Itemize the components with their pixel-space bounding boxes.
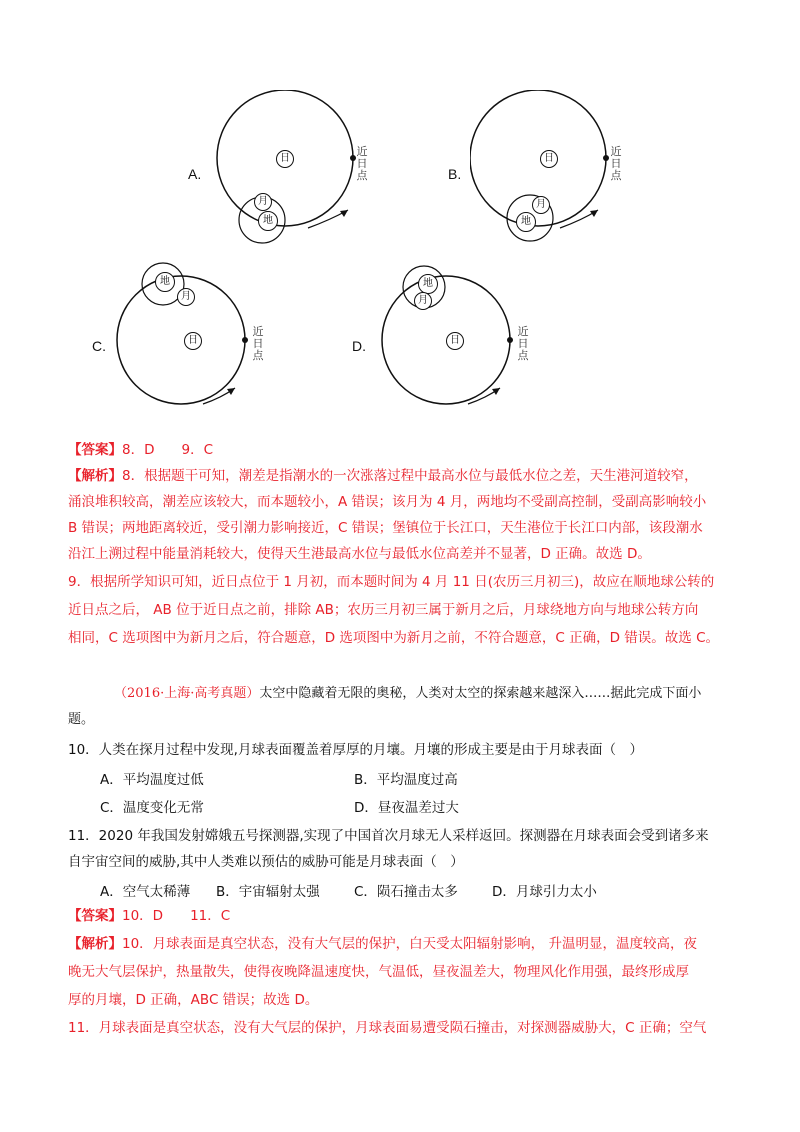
- analysis-1-line-2: 涌浪堆积较高，潮差应该较大，而本题较小，A 错误；该月为 4 月，两地均不受副高控制，受副高影响较小: [68, 494, 707, 510]
- intro-line-2: 题。: [68, 712, 95, 727]
- answer-line-1: [68, 440, 748, 460]
- answer-text: 10．D 11．C: [122, 908, 231, 924]
- question-11-stem-1: 11．2020 年我国发射嫦娥五号探测器,实现了中国首次月球无人采样返回。探测器在月球表面会受到诸多来: [68, 828, 709, 844]
- q10-option-d: D．昼夜温差过大: [354, 800, 459, 816]
- sun-label: 日: [446, 332, 464, 350]
- analysis-1-line-4: 沿江上溯过程中能量消耗较大，使得天生港最高水位与最低水位高差并不显著，D 正确。故选 D。: [68, 546, 651, 562]
- analysis-2-line-4: 11．月球表面是真空状态，没有大气层的保护，月球表面易遭受陨石撞击，对探测器威胁大，C 正确；空气: [68, 1020, 707, 1036]
- orbit-diagram-b: [470, 90, 670, 250]
- analysis-2-line-3: 厚的月壤，D 正确，ABC 错误；故选 D。: [68, 992, 319, 1008]
- analysis-1-line-6: 近日点之后， AB 位于近日点之前，排除 AB；农历三月初三属于新月之后，月球绕地方向与地球公转方向: [68, 602, 699, 618]
- moon-label: 月: [254, 193, 272, 211]
- analysis-2-line-2: 晚无大气层保护，热量散失，使得夜晚降温速度快，气温低，昼夜温差大，物理风化作用强，最终形成厚: [68, 964, 689, 980]
- figure-option-a: [180, 90, 380, 250]
- analysis-1-line-5: 9．根据所学知识可知，近日点位于 1 月初，而本题时间为 4 月 11 日(农历三月初三)，故应在顺地球公转的: [68, 574, 715, 590]
- orbit-diagram-a: [180, 90, 380, 250]
- q11-option-a: A．空气太稀薄: [100, 884, 191, 900]
- analysis-1-line-3: B 错误；两地距离较近，受引潮力影响接近，C 错误；堡镇位于长江口，天生港位于长江口内部，该段潮水: [68, 520, 703, 536]
- analysis-1-line-7: 相同，C 选项图中为新月之后，符合题意，D 选项图中为新月之前，不符合题意，C 正确，D 错误。故选 C。: [68, 630, 720, 646]
- perihelion-label: 近 日 点: [517, 325, 529, 362]
- figure-label-d: D.: [352, 338, 366, 354]
- perihelion-label: 近 日 点: [610, 145, 622, 182]
- q11-option-c: C．陨石撞击太多: [354, 884, 458, 900]
- analysis-text: 10．月球表面是真空状态，没有大气层的保护，白天受太阳辐射影响， 升温明显，温度较高，夜: [122, 936, 697, 952]
- earth-label: 地: [418, 274, 438, 294]
- question-10-stem: 10．人类在探月过程中发现,月球表面覆盖着厚厚的月壤。月壤的形成主要是由于月球表面（ ）: [68, 742, 643, 758]
- analysis-text: 8．根据题干可知，潮差是指潮水的一次涨落过程中最高水位与最低水位之差，天生港河道较窄，: [122, 468, 698, 484]
- analysis-1-line-1: [68, 466, 748, 486]
- earth-label: 地: [155, 272, 175, 292]
- q10-option-b: B．平均温度过高: [354, 772, 458, 788]
- sun-label: 日: [184, 332, 202, 350]
- intro-text: 太空中隐藏着无限的奥秘，人类对太空的探索越来越深入……据此完成下面小: [259, 686, 702, 701]
- intro-line-1: [114, 684, 754, 704]
- moon-label: 月: [177, 288, 195, 306]
- sun-label: 日: [276, 150, 294, 168]
- q10-option-a: A．平均温度过低: [100, 772, 204, 788]
- moon-label: 月: [532, 196, 550, 214]
- figure-label-b: B.: [448, 166, 462, 182]
- answer-text: 8．D 9．C: [122, 442, 213, 458]
- perihelion-label: 近 日 点: [356, 145, 368, 182]
- source-tag: （2016·上海·高考真题）: [114, 686, 260, 701]
- earth-label: 地: [258, 211, 278, 231]
- answer-line-2: [68, 906, 748, 926]
- figure-label-c: C.: [92, 338, 106, 354]
- moon-label: 月: [414, 292, 432, 310]
- answer-tag: 【答案】: [68, 442, 122, 458]
- perihelion-label: 近 日 点: [252, 325, 264, 362]
- q10-option-c: C．温度变化无常: [100, 800, 204, 816]
- analysis-tag: 【解析】: [68, 468, 122, 484]
- q11-option-d: D．月球引力太小: [492, 884, 597, 900]
- answer-tag: 【答案】: [68, 908, 122, 924]
- q11-option-b: B．宇宙辐射太强: [216, 884, 320, 900]
- analysis-2-line-1: [68, 934, 748, 954]
- figure-option-d: [380, 262, 555, 412]
- earth-label: 地: [516, 212, 536, 232]
- question-11-stem-2: 自宇宙空间的威胁,其中人类难以预估的威胁可能是月球表面（ ）: [68, 854, 464, 870]
- figure-option-c: [115, 262, 290, 412]
- figure-label-a: A.: [188, 166, 202, 182]
- sun-label: 日: [540, 150, 558, 168]
- analysis-tag: 【解析】: [68, 936, 122, 952]
- figure-option-b: [470, 90, 670, 250]
